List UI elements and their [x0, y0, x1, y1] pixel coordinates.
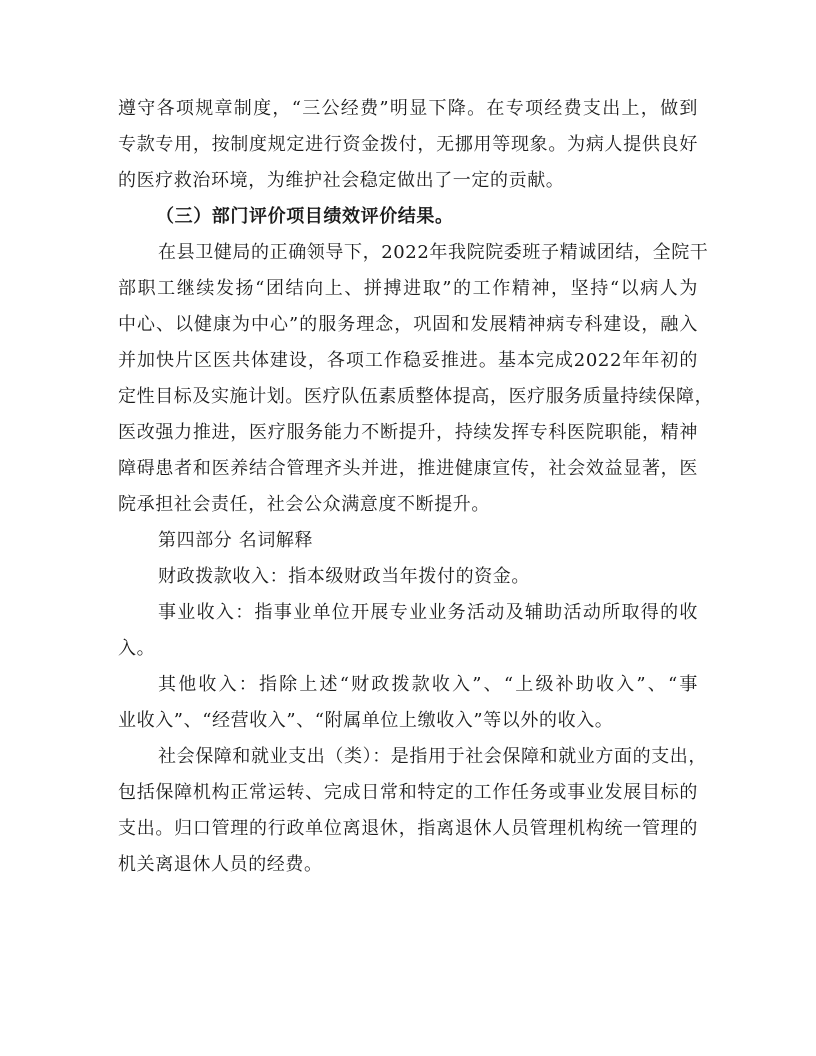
- text-line: 专款专用，按制度规定进行资金拨付，无挪用等现象。为病人提供良好: [118, 134, 698, 155]
- definition-line: 事业收入：指事业单位开展专业业务活动及辅助活动所取得的收: [158, 602, 698, 623]
- text-line: 入。: [118, 638, 156, 659]
- text-line: 并加快片区医共体建设，各项工作稳妥推进。基本完成2022年年初的: [118, 350, 698, 371]
- text-line: 在县卫健局的正确领导下，2022年我院院委班子精诚团结，全院干: [158, 242, 709, 263]
- text-line: 包括保障机构正常运转、完成日常和特定的工作任务或事业发展目标的: [118, 782, 698, 803]
- text-line: 院承担社会责任，社会公众满意度不断提升。: [118, 494, 490, 515]
- text-line: 中心、以健康为中心”的服务理念，巩固和发展精神病专科建设，融入: [118, 314, 698, 335]
- text-line: 遵守各项规章制度，“三公经费”明显下降。在专项经费支出上，做到: [118, 98, 698, 119]
- text-line: 的医疗救治环境，为维护社会稳定做出了一定的贡献。: [118, 170, 565, 191]
- part-heading: 第四部分 名词解释: [158, 530, 314, 551]
- definition-line: 其他收入：指除上述“财政拨款收入”、“上级补助收入”、“事: [158, 674, 698, 695]
- definition-line: 社会保障和就业支出（类）：是指用于社会保障和就业方面的支出，: [158, 746, 707, 767]
- definition-line: 财政拨款收入：指本级财政当年拨付的资金。: [158, 566, 530, 587]
- text-line: 部职工继续发扬“团结向上、拼搏进取”的工作精神，坚持“以病人为: [118, 278, 698, 299]
- text-line: 业收入”、“经营收入”、“附属单位上缴收入”等以外的收入。: [118, 710, 614, 731]
- section-heading: （三）部门评价项目绩效评价结果。: [156, 206, 454, 227]
- text-line: 机关离退休人员的经费。: [118, 854, 323, 875]
- text-line: 障碍患者和医养结合管理齐头并进，推进健康宣传，社会效益显著，医: [118, 458, 698, 479]
- text-line: 支出。归口管理的行政单位离退休，指离退休人员管理机构统一管理的: [118, 818, 698, 839]
- text-line: 定性目标及实施计划。医疗队伍素质整体提高，医疗服务质量持续保障，: [118, 386, 714, 407]
- text-line: 医改强力推进，医疗服务能力不断提升，持续发挥专科医院职能，精神: [118, 422, 698, 443]
